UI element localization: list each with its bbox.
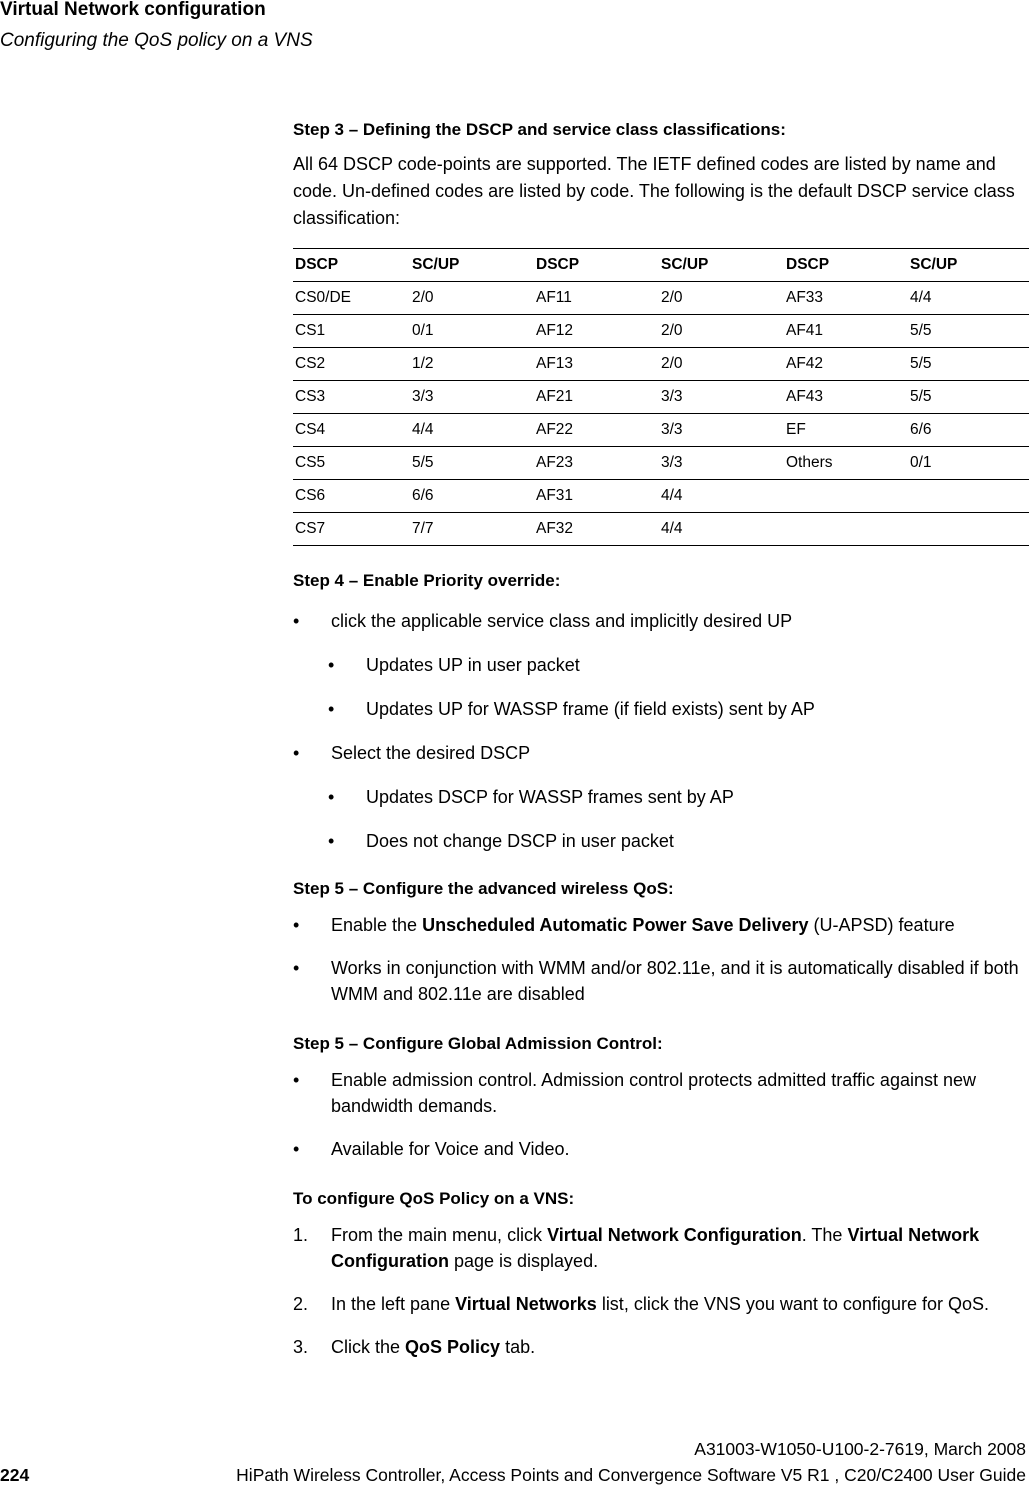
table-cell: CS1: [293, 315, 410, 348]
bullet-icon: •: [293, 1070, 300, 1090]
list-item-text: Enable the Unscheduled Automatic Power Save Delivery (U-APSD) feature: [331, 915, 955, 935]
list-item-text: Updates UP for WASSP frame (if field exists) sent by AP: [366, 699, 815, 719]
table-cell: 3/3: [410, 381, 534, 414]
step-text: From the main menu, click Virtual Network Configuration. The Virtual Network Configuration page is displayed.: [331, 1225, 980, 1271]
table-cell: [784, 480, 908, 513]
table-row: [293, 282, 1029, 315]
table-row: [293, 315, 1029, 348]
list-item-text: click the applicable service class and implicitly desired UP: [331, 611, 793, 631]
table-cell: CS3: [293, 381, 410, 414]
document-title: HiPath Wireless Controller, Access Points and Convergence Software V5 R1 , C20/C2400 User Guide: [236, 1465, 1026, 1485]
list-item: [293, 1067, 1030, 1119]
table-cell: CS7: [293, 513, 410, 546]
list-item: [293, 740, 1030, 766]
col-header-scup-2: SC/UP: [659, 249, 784, 282]
table-cell: 2/0: [659, 282, 784, 315]
table-row: [293, 381, 1029, 414]
list-item-text: Available for Voice and Video.: [331, 1139, 570, 1159]
dscp-table: [293, 248, 1029, 546]
table-cell: AF13: [534, 348, 659, 381]
list-item-text: Does not change DSCP in user packet: [366, 831, 674, 851]
table-cell: [784, 513, 908, 546]
col-header-dscp-1: DSCP: [293, 249, 410, 282]
step3-intro: All 64 DSCP code-points are supported. The IETF defined codes are listed by name and code. Un-defined codes are listed by code. The following is the default DSCP service class classification:: [293, 154, 1015, 228]
table-cell: CS5: [293, 447, 410, 480]
list-item: [293, 608, 1030, 634]
table-cell: AF31: [534, 480, 659, 513]
bullet-icon: •: [328, 787, 335, 807]
bullet-icon: •: [293, 743, 300, 763]
bullet-icon: •: [293, 958, 300, 978]
table-cell: AF33: [784, 282, 908, 315]
table-cell: 2/0: [659, 348, 784, 381]
table-cell: AF43: [784, 381, 908, 414]
table-cell: AF11: [534, 282, 659, 315]
col-header-scup-3: SC/UP: [908, 249, 1029, 282]
table-cell: 5/5: [908, 348, 1029, 381]
list-item-text: Select the desired DSCP: [331, 743, 531, 763]
list-item: [293, 828, 1030, 854]
table-cell: 0/1: [410, 315, 534, 348]
step5-admission-heading: Step 5 – Configure Global Admission Control:: [293, 1034, 663, 1053]
table-cell: AF21: [534, 381, 659, 414]
table-cell: 2/0: [410, 282, 534, 315]
table-cell: AF41: [784, 315, 908, 348]
procedure-heading: To configure QoS Policy on a VNS:: [293, 1189, 575, 1208]
step-text: Click the QoS Policy tab.: [331, 1337, 536, 1357]
bullet-icon: •: [293, 611, 300, 631]
table-cell: 6/6: [908, 414, 1029, 447]
feature-name: Unscheduled Automatic Power Save Delivery: [422, 915, 809, 935]
procedure-step: [293, 1222, 1030, 1274]
table-cell: 4/4: [410, 414, 534, 447]
table-cell: AF32: [534, 513, 659, 546]
list-item: [293, 696, 1030, 722]
table-cell: 7/7: [410, 513, 534, 546]
table-cell: AF22: [534, 414, 659, 447]
table-cell: AF12: [534, 315, 659, 348]
list-item: [293, 955, 1030, 1007]
table-cell: EF: [784, 414, 908, 447]
document-reference: A31003-W1050-U100-2-7619, March 2008: [694, 1439, 1026, 1459]
table-cell: 2/0: [659, 315, 784, 348]
procedure-step: [293, 1334, 1030, 1360]
table-row: [293, 414, 1029, 447]
table-cell: [908, 513, 1029, 546]
table-cell: 5/5: [908, 315, 1029, 348]
col-header-dscp-2: DSCP: [534, 249, 659, 282]
bullet-icon: •: [293, 1139, 300, 1159]
list-item-text: Updates DSCP for WASSP frames sent by AP: [366, 787, 734, 807]
page-content: [293, 117, 1030, 1360]
table-cell: 6/6: [410, 480, 534, 513]
list-item: [293, 912, 1030, 938]
table-cell: CS4: [293, 414, 410, 447]
list-item: [293, 1136, 1030, 1162]
table-header-row: [293, 249, 1029, 282]
table-cell: CS2: [293, 348, 410, 381]
procedure-step: [293, 1291, 1030, 1317]
step-number: 3.: [293, 1337, 309, 1357]
step3-heading: Step 3 – Defining the DSCP and service class classifications:: [293, 120, 786, 139]
running-header-subtitle: Configuring the QoS policy on a VNS: [0, 30, 313, 51]
table-cell: 3/3: [659, 381, 784, 414]
table-cell: 0/1: [908, 447, 1029, 480]
table-cell: Others: [784, 447, 908, 480]
list-item-text: Works in conjunction with WMM and/or 802.11e, and it is automatically disabled if both WMM and 802.11e are disabled: [331, 958, 1019, 1004]
table-cell: 5/5: [410, 447, 534, 480]
running-header-title: Virtual Network configuration: [0, 0, 266, 20]
col-header-scup-1: SC/UP: [410, 249, 534, 282]
table-cell: AF23: [534, 447, 659, 480]
table-cell: 3/3: [659, 414, 784, 447]
bullet-icon: •: [328, 831, 335, 851]
table-cell: CS0/DE: [293, 282, 410, 315]
table-cell: AF42: [784, 348, 908, 381]
table-row: [293, 480, 1029, 513]
col-header-dscp-3: DSCP: [784, 249, 908, 282]
list-item-text: Updates UP in user packet: [366, 655, 580, 675]
bullet-icon: •: [328, 655, 335, 675]
step4-heading: Step 4 – Enable Priority override:: [293, 571, 561, 590]
list-item: [293, 652, 1030, 678]
step5-wireless-heading: Step 5 – Configure the advanced wireless QoS:: [293, 879, 674, 898]
table-cell: 1/2: [410, 348, 534, 381]
list-item-text: Enable admission control. Admission control protects admitted traffic against new bandwidth demands.: [331, 1070, 976, 1116]
step-text: In the left pane Virtual Networks list, click the VNS you want to configure for QoS.: [331, 1294, 989, 1314]
table-cell: [908, 480, 1029, 513]
bullet-icon: •: [328, 699, 335, 719]
table-cell: CS6: [293, 480, 410, 513]
step-number: 1.: [293, 1225, 309, 1245]
step-number: 2.: [293, 1294, 309, 1314]
table-row: [293, 447, 1029, 480]
list-item: [293, 784, 1030, 810]
page-number: 224: [0, 1465, 30, 1485]
table-cell: 5/5: [908, 381, 1029, 414]
table-cell: 3/3: [659, 447, 784, 480]
table-row: [293, 513, 1029, 546]
bullet-icon: •: [293, 915, 300, 935]
table-cell: 4/4: [908, 282, 1029, 315]
table-cell: 4/4: [659, 513, 784, 546]
table-cell: 4/4: [659, 480, 784, 513]
table-row: [293, 348, 1029, 381]
